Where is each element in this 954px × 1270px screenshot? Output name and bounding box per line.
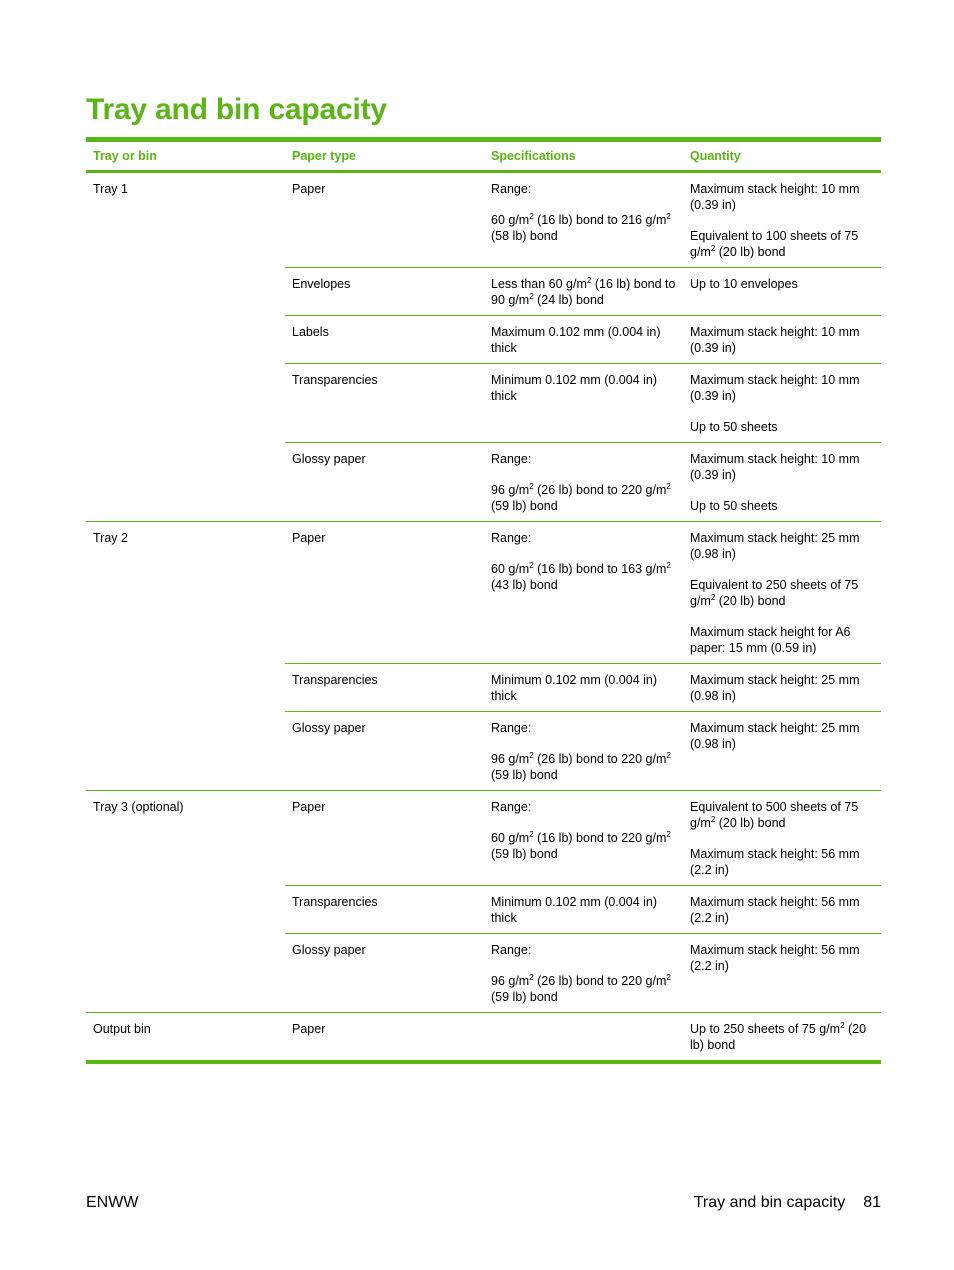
- superscript: 2: [529, 830, 534, 839]
- text-run: (20 lb) bond: [715, 245, 786, 259]
- quantity-cell-paragraph: [690, 577, 877, 609]
- paper-type-cell: Labels: [292, 325, 329, 339]
- table-row: [285, 522, 881, 664]
- text-run: Range:: [491, 182, 532, 196]
- text-run: Range:: [491, 721, 532, 735]
- table-row: [285, 934, 881, 1012]
- specifications-cell: [484, 886, 683, 933]
- text-run: Up to 250 sheets of 75 g/m: [690, 1022, 841, 1036]
- text-run: Maximum stack height for A6 paper: 15 mm (0.59 in): [690, 625, 851, 655]
- page-number: 81: [863, 1194, 881, 1211]
- text-run: (16 lb) bond to 220 g/m: [533, 831, 667, 845]
- quantity-cell-paragraph: [690, 846, 877, 878]
- text-run: (16 lb) bond to 163 g/m: [533, 562, 667, 576]
- text-run: 60 g/m: [491, 831, 530, 845]
- text-run: 96 g/m: [491, 974, 530, 988]
- text-run: Less than 60 g/m: [491, 277, 587, 291]
- quantity-cell-paragraph: [690, 372, 877, 404]
- text-run: Range:: [491, 943, 532, 957]
- specifications-cell-paragraph: [491, 720, 679, 736]
- text-run: Equivalent to 100 sheets of 75 g/m: [690, 229, 859, 259]
- paper-type-cell: Envelopes: [292, 277, 351, 291]
- superscript: 2: [710, 244, 716, 253]
- capacity-table: [86, 137, 881, 1064]
- text-run: Maximum stack height: 10 mm (0.39 in): [690, 182, 860, 212]
- superscript: 2: [529, 482, 534, 491]
- table-row: [285, 664, 881, 712]
- paper-type-cell: Glossy paper: [292, 452, 366, 466]
- specifications-cell-paragraph: [491, 372, 679, 404]
- specifications-cell-paragraph: [491, 799, 679, 815]
- text-run: 60 g/m: [491, 213, 530, 227]
- tray-name: Output bin: [93, 1022, 151, 1036]
- paper-type-cell: Paper: [292, 800, 326, 814]
- text-run: (59 lb) bond: [491, 499, 558, 513]
- quantity-cell-paragraph: [690, 451, 877, 483]
- superscript: 2: [710, 593, 716, 602]
- superscript: 2: [666, 830, 671, 839]
- text-run: Maximum 0.102 mm (0.004 in) thick: [491, 325, 661, 355]
- text-run: Minimum 0.102 mm (0.004 in) thick: [491, 673, 658, 703]
- footer-label: ENWW: [86, 1194, 139, 1211]
- paper-type-cell: Transparencies: [292, 673, 378, 687]
- text-run: Maximum stack height: 10 mm (0.39 in): [690, 452, 860, 482]
- text-run: Maximum stack height: 10 mm (0.39 in): [690, 373, 860, 403]
- quantity-cell-paragraph: [690, 276, 877, 292]
- paper-type-cell: Paper: [292, 182, 326, 196]
- text-run: 96 g/m: [491, 752, 530, 766]
- specifications-cell-paragraph: [491, 451, 679, 467]
- text-run: (59 lb) bond: [491, 768, 558, 782]
- table-row: [285, 886, 881, 934]
- superscript: 2: [666, 212, 671, 221]
- table-group: [86, 1013, 881, 1064]
- table-row: [285, 364, 881, 443]
- table-row: [285, 791, 881, 886]
- tray-name: Tray 2: [93, 531, 128, 545]
- paper-type-cell: Transparencies: [292, 373, 378, 387]
- quantity-cell: [683, 886, 881, 933]
- specifications-cell-paragraph: [491, 942, 679, 958]
- table-header: [86, 137, 881, 173]
- quantity-cell-paragraph: [690, 624, 877, 656]
- superscript: 2: [840, 1021, 845, 1030]
- text-run: Range:: [491, 452, 532, 466]
- quantity-cell-paragraph: [690, 942, 877, 974]
- text-run: (20 lb) bond: [690, 1022, 867, 1052]
- specifications-cell: [484, 316, 683, 363]
- column-header-tray: Tray or bin: [93, 148, 157, 163]
- text-run: Up to 50 sheets: [690, 499, 778, 513]
- quantity-cell: [683, 443, 881, 521]
- specifications-cell-paragraph: [491, 830, 679, 862]
- paper-type-cell: Glossy paper: [292, 943, 366, 957]
- text-run: (43 lb) bond: [491, 578, 558, 592]
- text-run: Up to 50 sheets: [690, 420, 778, 434]
- table-group: [86, 173, 881, 522]
- text-run: Minimum 0.102 mm (0.004 in) thick: [491, 373, 658, 403]
- text-run: Maximum stack height: 56 mm (2.2 in): [690, 847, 860, 877]
- superscript: 2: [666, 561, 671, 570]
- table-row: [285, 268, 881, 316]
- tray-name: Tray 1: [93, 182, 128, 196]
- specifications-cell-paragraph: [491, 672, 679, 704]
- superscript: 2: [529, 212, 534, 221]
- specifications-cell: [484, 522, 683, 663]
- column-header-specifications: Specifications: [491, 148, 576, 163]
- text-run: Equivalent to 250 sheets of 75 g/m: [690, 578, 859, 608]
- specifications-cell: [484, 364, 683, 442]
- quantity-cell-paragraph: [690, 799, 877, 831]
- text-run: Range:: [491, 800, 532, 814]
- specifications-cell-paragraph: [491, 973, 679, 1005]
- text-run: (20 lb) bond: [715, 816, 786, 830]
- specifications-cell: [484, 173, 683, 267]
- table-row: [285, 316, 881, 364]
- quantity-cell: [683, 522, 881, 663]
- specifications-cell-paragraph: [491, 751, 679, 783]
- table-group: [86, 791, 881, 1013]
- specifications-cell: [484, 934, 683, 1012]
- quantity-cell-paragraph: [690, 324, 877, 356]
- quantity-cell: [683, 268, 881, 315]
- quantity-cell-paragraph: [690, 181, 877, 213]
- specifications-cell-paragraph: [491, 561, 679, 593]
- footer-section: [694, 1193, 881, 1213]
- quantity-cell-paragraph: [690, 498, 877, 514]
- table-row: [285, 712, 881, 790]
- paper-type-cell: Paper: [292, 531, 326, 545]
- superscript: 2: [666, 482, 671, 491]
- superscript: 2: [529, 292, 534, 301]
- specifications-cell: [484, 791, 683, 885]
- quantity-cell: [683, 1013, 881, 1060]
- superscript: 2: [529, 751, 534, 760]
- specifications-cell-paragraph: [491, 181, 679, 197]
- text-run: (24 lb) bond: [533, 293, 604, 307]
- specifications-cell-paragraph: [491, 324, 679, 356]
- group-rows: [285, 1013, 881, 1060]
- text-run: Maximum stack height: 56 mm (2.2 in): [690, 895, 860, 925]
- specifications-cell: [484, 268, 683, 315]
- footer-section-title: Tray and bin capacity: [693, 1194, 846, 1211]
- text-run: Range:: [491, 531, 532, 545]
- table-row: [285, 1013, 881, 1060]
- text-run: (58 lb) bond: [491, 229, 558, 243]
- text-run: (16 lb) bond to 90 g/m: [491, 277, 676, 307]
- text-run: (26 lb) bond to 220 g/m: [533, 752, 667, 766]
- specifications-cell-paragraph: [491, 212, 679, 244]
- column-header-paper-type: Paper type: [292, 148, 356, 163]
- quantity-cell: [683, 316, 881, 363]
- paper-type-cell: Transparencies: [292, 895, 378, 909]
- text-run: (26 lb) bond to 220 g/m: [533, 974, 667, 988]
- text-run: 60 g/m: [491, 562, 530, 576]
- group-rows: [285, 173, 881, 521]
- quantity-cell: [683, 173, 881, 267]
- paper-type-cell: Glossy paper: [292, 721, 366, 735]
- superscript: 2: [666, 751, 671, 760]
- text-run: Maximum stack height: 56 mm (2.2 in): [690, 943, 860, 973]
- quantity-cell-paragraph: [690, 1021, 877, 1053]
- quantity-cell: [683, 712, 881, 790]
- column-header-quantity: Quantity: [690, 148, 741, 163]
- superscript: 2: [710, 815, 716, 824]
- text-run: (59 lb) bond: [491, 990, 558, 1004]
- specifications-cell: [484, 443, 683, 521]
- quantity-cell: [683, 791, 881, 885]
- superscript: 2: [529, 561, 534, 570]
- quantity-cell-paragraph: [690, 530, 877, 562]
- table-row: [285, 173, 881, 268]
- quantity-cell: [683, 664, 881, 711]
- specifications-cell: [484, 712, 683, 790]
- quantity-cell-paragraph: [690, 672, 877, 704]
- text-run: Minimum 0.102 mm (0.004 in) thick: [491, 895, 658, 925]
- text-run: Maximum stack height: 10 mm (0.39 in): [690, 325, 860, 355]
- specifications-cell-paragraph: [491, 894, 679, 926]
- text-run: Maximum stack height: 25 mm (0.98 in): [690, 721, 860, 751]
- superscript: 2: [529, 973, 534, 982]
- page-title: Tray and bin capacity: [86, 93, 387, 126]
- quantity-cell: [683, 934, 881, 1012]
- text-run: (20 lb) bond: [715, 594, 786, 608]
- text-run: Maximum stack height: 25 mm (0.98 in): [690, 531, 860, 561]
- text-run: Equivalent to 500 sheets of 75 g/m: [690, 800, 859, 830]
- text-run: Up to 10 envelopes: [690, 277, 798, 291]
- text-run: (26 lb) bond to 220 g/m: [533, 483, 667, 497]
- text-run: Maximum stack height: 25 mm (0.98 in): [690, 673, 860, 703]
- quantity-cell-paragraph: [690, 228, 877, 260]
- text-run: (16 lb) bond to 216 g/m: [533, 213, 667, 227]
- text-run: 96 g/m: [491, 483, 530, 497]
- specifications-cell: [484, 664, 683, 711]
- group-rows: [285, 522, 881, 790]
- table-group: [86, 522, 881, 791]
- superscript: 2: [666, 973, 671, 982]
- tray-name: Tray 3 (optional): [93, 800, 184, 814]
- specifications-cell: [484, 1013, 683, 1060]
- table-row: [285, 443, 881, 521]
- table-body: [86, 173, 881, 1064]
- specifications-cell-paragraph: [491, 530, 679, 546]
- group-rows: [285, 791, 881, 1012]
- quantity-cell-paragraph: [690, 720, 877, 752]
- superscript: 2: [586, 276, 592, 285]
- quantity-cell-paragraph: [690, 894, 877, 926]
- specifications-cell-paragraph: [491, 482, 679, 514]
- quantity-cell: [683, 364, 881, 442]
- paper-type-cell: Paper: [292, 1022, 326, 1036]
- specifications-cell-paragraph: [491, 276, 679, 308]
- text-run: (59 lb) bond: [491, 847, 558, 861]
- quantity-cell-paragraph: [690, 419, 877, 435]
